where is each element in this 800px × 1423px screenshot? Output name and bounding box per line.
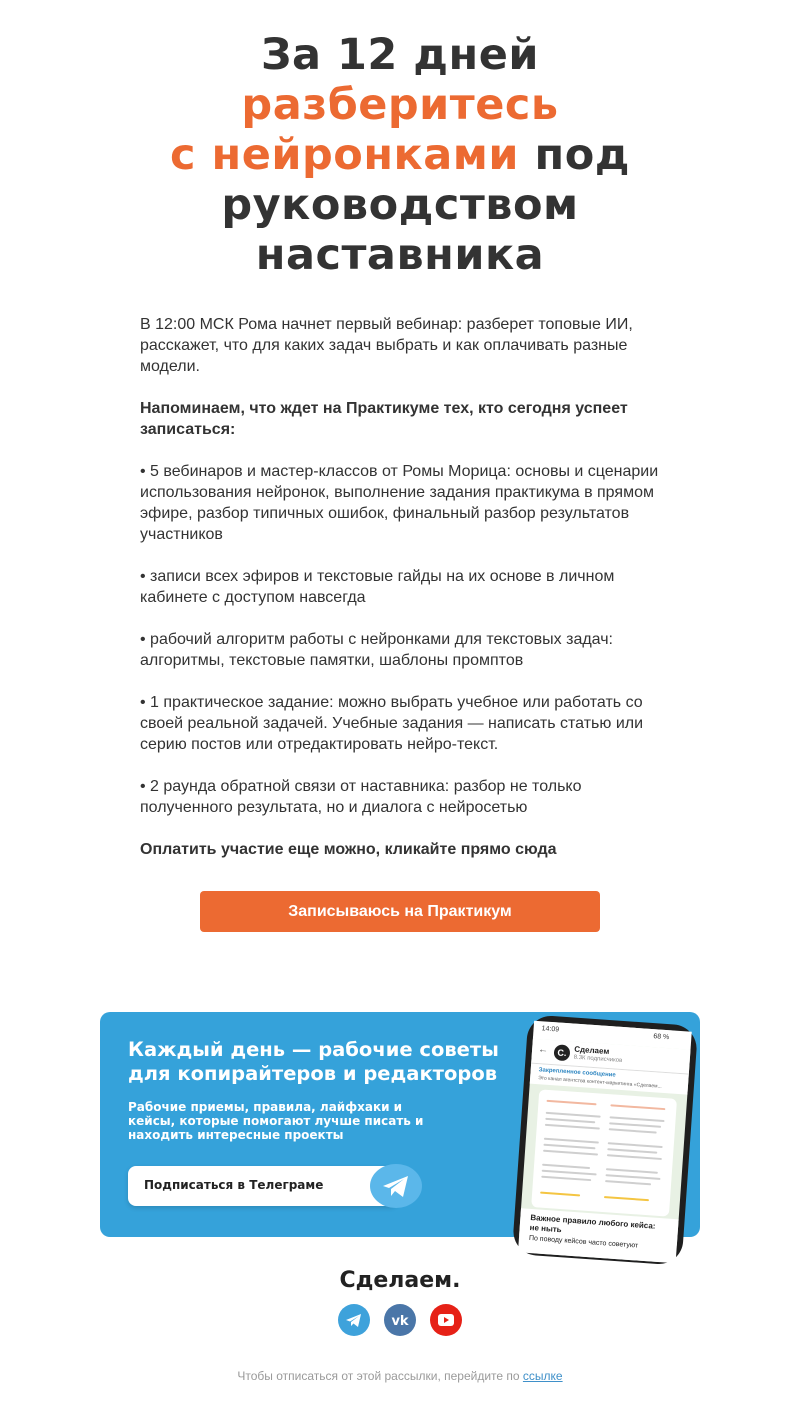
text-line [545, 1124, 600, 1130]
subscribe-button-label: Подписаться в Телеграме [144, 1178, 324, 1192]
unsubscribe-note [0, 1369, 800, 1383]
hero-line-3-rest: под [519, 130, 630, 180]
pay-note: Оплатить участие еще можно, кликайте прямо сюда [140, 841, 557, 858]
hero-heading [0, 30, 800, 280]
bullet-item: • рабочий алгоритм работы с нейронками для текстовых задач: алгоритмы, текстовые памятки, шаблоны промптов [140, 631, 613, 669]
social-links [338, 1304, 468, 1336]
text-line [606, 1168, 658, 1174]
text-line [605, 1174, 660, 1180]
signup-button[interactable]: Записываюсь на Практикум [200, 891, 600, 932]
back-arrow-icon: ← [537, 1044, 549, 1056]
hero-line-4: руководством [221, 180, 579, 230]
text-line [609, 1128, 657, 1133]
phone-screen [518, 1021, 692, 1263]
banner-title: Каждый день — рабочие советы для копирайтеров и редакторов [128, 1038, 499, 1085]
youtube-icon[interactable] [430, 1304, 462, 1336]
channel-subscribers: 8.3К подписчиков [573, 1054, 623, 1065]
message-title: Важное правило любого кейса: не ныть [529, 1212, 656, 1235]
text-line [542, 1170, 597, 1176]
phone-battery: 68 % [653, 1033, 670, 1042]
telegram-icon[interactable] [338, 1304, 370, 1336]
text-line [542, 1164, 590, 1169]
text-line [607, 1154, 662, 1160]
bullet-item: • записи всех эфиров и текстовые гайды на их основе в личном кабинете с доступом навсегда [140, 568, 615, 606]
message-card [531, 1089, 677, 1216]
hero-line-3-accent: с нейронками [170, 130, 520, 180]
text-line [609, 1122, 661, 1128]
chat-message [518, 1208, 679, 1263]
telegram-banner[interactable] [100, 1012, 700, 1250]
channel-name: Сделаем [573, 1044, 610, 1057]
channel-avatar: С. [553, 1044, 570, 1061]
banner-subtitle: Рабочие приемы, правила, лайфхаки и кейсы, которые помогают лучше писать и находить интересные проекты [128, 1100, 424, 1142]
unsubscribe-link[interactable]: ссылке [522, 1369, 563, 1383]
hero-line-2: разберитесь [241, 80, 559, 130]
text-line [607, 1148, 657, 1153]
brand-logo: Сделаем. [339, 1268, 461, 1293]
bullet-item: • 2 раунда обратной связи от наставника: разбор не только полученного результата, но и диалога с нейросетью [140, 778, 582, 816]
bullet-item: • 5 вебинаров и мастер-классов от Ромы Морица: основы и сценарии использования нейронок, выполнение задания практикума в прямом эфире, разбор типичных ошибок, финальный разбор результатов участников [140, 463, 659, 543]
text-line [541, 1176, 591, 1181]
vk-icon[interactable] [384, 1304, 416, 1336]
text-line [610, 1116, 665, 1122]
phone-time: 14:09 [541, 1025, 560, 1034]
pinned-title: Закрепленное сообщение [538, 1067, 616, 1079]
svg-text:vk: vk [391, 1314, 409, 1329]
reminder-heading: Напоминаем, что ждет на Практикуме тех, кто сегодня успеет записаться: [140, 400, 628, 438]
message-text: По поводу кейсов часто советуют [528, 1234, 639, 1250]
text-line [610, 1104, 665, 1110]
text-line [608, 1142, 663, 1148]
text-line [544, 1138, 599, 1144]
text-line [545, 1118, 595, 1123]
text-line [543, 1144, 595, 1150]
subscribe-telegram-button[interactable] [128, 1166, 398, 1206]
phone-mockup [512, 1014, 698, 1265]
intro-paragraph: В 12:00 МСК Рома начнет первый вебинар: разберет топовые ИИ, расскажет, что для каких задач выбрать и как оплачивать разные модели. [140, 316, 633, 375]
unsubscribe-text: Чтобы отписаться от этой рассылки, перейдите по [237, 1369, 523, 1383]
hero-line-3 [0, 130, 800, 180]
pinned-text: Это канал агентства контент-маркетинга «Сделаем... [537, 1075, 662, 1090]
bullet-item: • 1 практическое задание: можно выбрать учебное или работать со своей реальной задачей. Учебные задания — написать статью или серию постов или отредактировать нейро-текст. [140, 694, 644, 753]
telegram-plane-icon[interactable] [370, 1164, 422, 1208]
text-line [604, 1196, 649, 1201]
email-body [140, 314, 665, 881]
hero-line-5: наставника [255, 230, 545, 280]
text-line [546, 1112, 601, 1118]
text-line [540, 1192, 580, 1197]
text-line [547, 1100, 597, 1105]
hero-line-1: За 12 дней [260, 30, 540, 80]
text-line [543, 1150, 598, 1156]
text-line [605, 1180, 651, 1185]
